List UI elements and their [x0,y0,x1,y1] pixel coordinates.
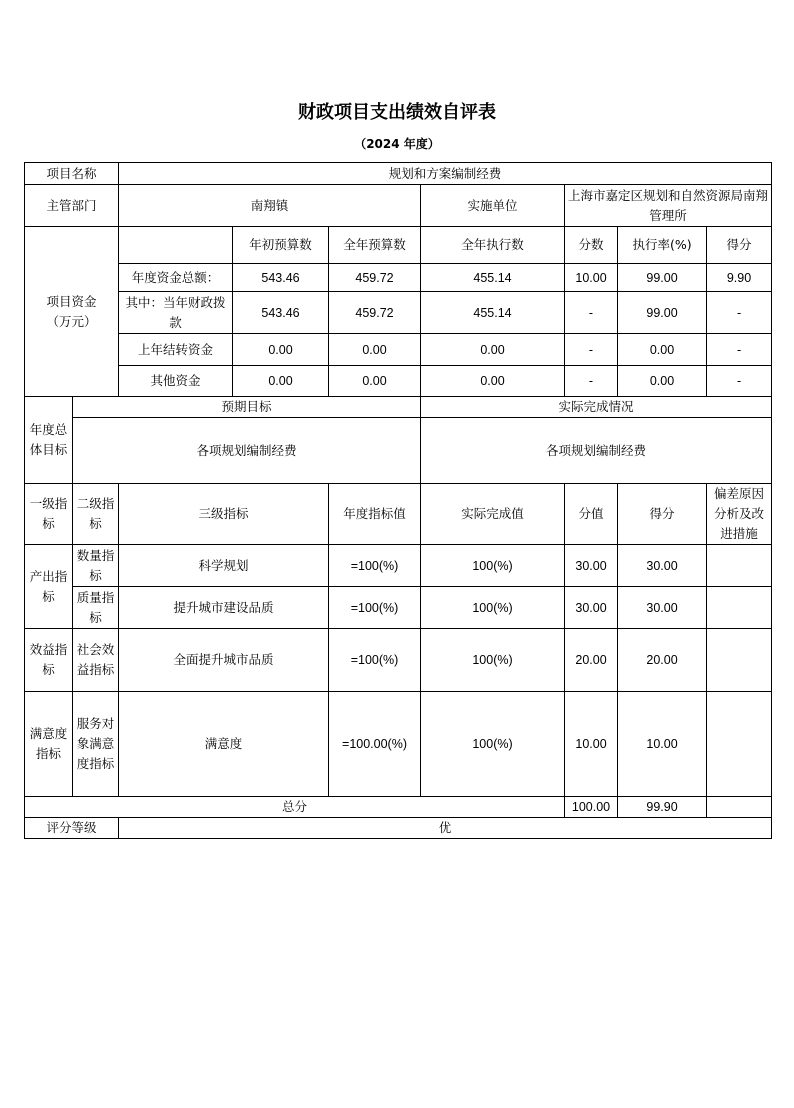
header-analysis: 偏差原因分析及改进措施 [707,484,772,545]
indicator-score: 20.00 [618,629,707,692]
benefit-indicator-label: 效益指标 [25,629,73,692]
indicator-level2: 社会效益指标 [73,629,119,692]
project-name-row [25,163,772,185]
funds-executed: 455.14 [421,292,565,334]
indicator-target: =100(%) [329,587,421,629]
indicator-analysis [707,545,772,587]
funds-annual: 0.00 [329,334,421,366]
total-score: 99.90 [618,797,707,818]
total-label: 总分 [25,797,565,818]
output-indicator-label: 产出指标 [25,545,73,629]
funds-row-label: 上年结转资金 [119,334,233,366]
page-subtitle: （2024 年度） [354,137,440,151]
indicator-target: =100(%) [329,629,421,692]
goals-content-row [25,418,772,484]
header-actual: 实际完成值 [421,484,565,545]
funds-executed: 0.00 [421,366,565,397]
funds-header-row [25,227,772,264]
funds-row-label: 年度资金总额： [119,264,233,292]
indicator-row [25,629,772,692]
header-weight: 分值 [565,484,618,545]
indicator-header-row [25,484,772,545]
department-row [25,185,772,227]
indicator-row [25,692,772,797]
grade-value: 优 [119,818,772,839]
funds-header-annual: 全年预算数 [329,227,421,264]
header-target: 年度指标值 [329,484,421,545]
goals-actual-header: 实际完成情况 [421,397,772,418]
funds-initial: 0.00 [233,366,329,397]
funds-initial: 543.46 [233,264,329,292]
total-row [25,797,772,818]
indicator-weight: 10.00 [565,692,618,797]
indicator-analysis [707,692,772,797]
header-level2: 二级指标 [73,484,119,545]
funds-rate: 99.00 [618,292,707,334]
funds-got: - [707,334,772,366]
indicator-target: =100.00(%) [329,692,421,797]
funds-header-rate: 执行率(%) [618,227,707,264]
funds-initial: 0.00 [233,334,329,366]
indicator-level2: 质量指标 [73,587,119,629]
total-analysis-blank [707,797,772,818]
indicator-target: =100(%) [329,545,421,587]
evaluation-table [24,162,772,839]
funds-rate: 0.00 [618,334,707,366]
indicator-row [25,545,772,587]
indicator-actual: 100(%) [421,587,565,629]
funds-label-text: 项目资金 [46,293,97,309]
funds-score: - [565,334,618,366]
indicator-score: 30.00 [618,545,707,587]
funds-got: - [707,366,772,397]
indicator-analysis [707,629,772,692]
funds-rate: 99.00 [618,264,707,292]
goals-actual-text: 各项规划编制经费 [421,418,772,484]
goals-header-row [25,397,772,418]
dept-label: 主管部门 [25,185,119,227]
funds-score: 10.00 [565,264,618,292]
funds-got: - [707,292,772,334]
page-title: 财政项目支出绩效自评表 [298,102,496,123]
funds-header-executed: 全年执行数 [421,227,565,264]
funds-label-unit: （万元） [46,313,97,329]
funds-row [25,334,772,366]
unit-label: 实施单位 [421,185,565,227]
funds-row [25,292,772,334]
indicator-level3: 提升城市建设品质 [119,587,329,629]
goals-expected-header: 预期目标 [73,397,421,418]
indicator-weight: 20.00 [565,629,618,692]
funds-row [25,366,772,397]
indicator-row [25,587,772,629]
funds-got: 9.90 [707,264,772,292]
funds-executed: 455.14 [421,264,565,292]
indicator-level3: 科学规划 [119,545,329,587]
total-weight: 100.00 [565,797,618,818]
funds-header-blank [119,227,233,264]
funds-header-got: 得分 [707,227,772,264]
indicator-level3: 满意度 [119,692,329,797]
header-level1: 一级指标 [25,484,73,545]
indicator-score: 10.00 [618,692,707,797]
satisfaction-indicator-label: 满意度指标 [25,692,73,797]
funds-annual: 459.72 [329,264,421,292]
goals-expected-text: 各项规划编制经费 [73,418,421,484]
funds-score: - [565,292,618,334]
indicator-level2: 服务对象满意度指标 [73,692,119,797]
indicator-analysis [707,587,772,629]
indicator-score: 30.00 [618,587,707,629]
header-score: 得分 [618,484,707,545]
indicator-actual: 100(%) [421,692,565,797]
project-name-label: 项目名称 [25,163,119,185]
funds-header-score: 分数 [565,227,618,264]
indicator-weight: 30.00 [565,587,618,629]
indicator-actual: 100(%) [421,545,565,587]
funds-initial: 543.46 [233,292,329,334]
indicator-actual: 100(%) [421,629,565,692]
unit-value: 上海市嘉定区规划和自然资源局南翔管理所 [565,185,772,227]
funds-annual: 0.00 [329,366,421,397]
funds-label [25,227,119,397]
indicator-weight: 30.00 [565,545,618,587]
header-level3: 三级指标 [119,484,329,545]
grade-row [25,818,772,839]
funds-row-label: 其中：当年财政拨款 [119,292,233,334]
grade-label: 评分等级 [25,818,119,839]
funds-rate: 0.00 [618,366,707,397]
funds-annual: 459.72 [329,292,421,334]
funds-score: - [565,366,618,397]
funds-executed: 0.00 [421,334,565,366]
indicator-level2: 数量指标 [73,545,119,587]
indicator-level3: 全面提升城市品质 [119,629,329,692]
goals-label: 年度总体目标 [25,397,73,484]
funds-header-initial: 年初预算数 [233,227,329,264]
funds-row-label: 其他资金 [119,366,233,397]
dept-value: 南翔镇 [119,185,421,227]
funds-row [25,264,772,292]
project-name-value: 规划和方案编制经费 [119,163,772,185]
